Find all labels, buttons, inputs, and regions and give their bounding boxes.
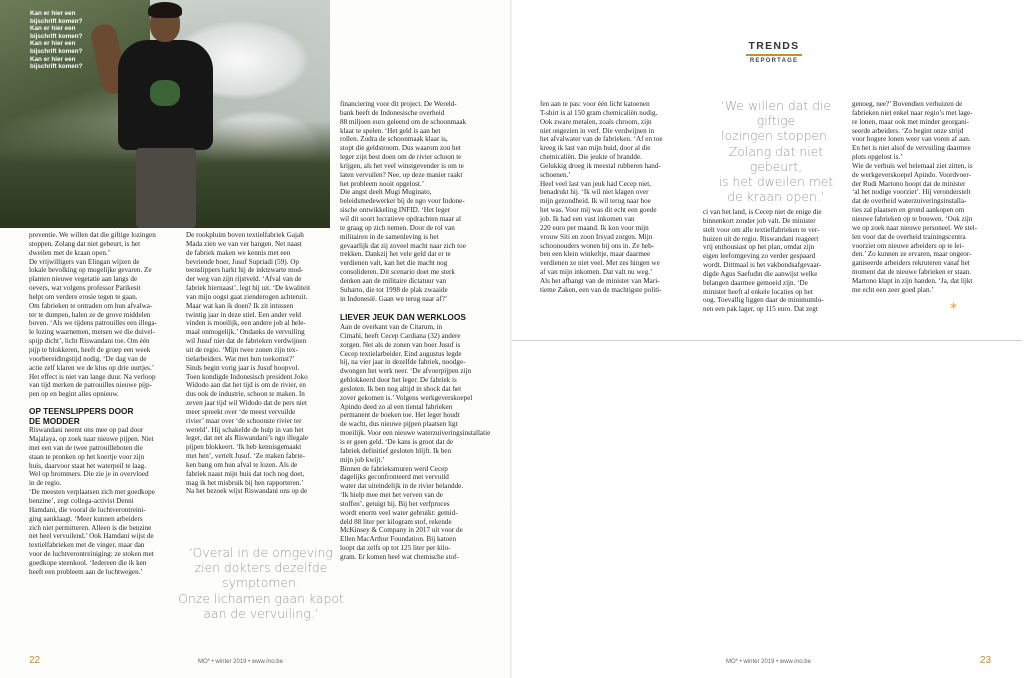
text-line: huis, daarvoor staat het waterpeil te laag. bbox=[29, 461, 146, 470]
text-line: Riswandani neemt ons mee op pad door bbox=[29, 426, 144, 435]
text-line: schoenen.’ bbox=[540, 170, 571, 179]
text-line: mag ik het misbruik bij hen rapporteren.’ bbox=[186, 478, 304, 487]
text-line: beleidsmedewerker bij de ngo voor Indone- bbox=[340, 197, 465, 206]
text-line: ganiseerde arbeiders rekruteren vanaf het bbox=[852, 259, 970, 268]
text-line: zorgen. Net als de zonen van boer Jusuf is bbox=[340, 340, 461, 349]
text-line: dat de overheid waterzuiveringsinstalla- bbox=[852, 197, 967, 206]
text-line: bevriende boer, Jusuf Supriadi (59). Op bbox=[186, 257, 299, 266]
text-line: voorbereidingstijd nodig. ‘De dag van de bbox=[29, 354, 147, 363]
text-line: binnenkort zonder job valt. De minister bbox=[703, 216, 816, 225]
text-line: heeft een probleem aan de luchtwegen.’ bbox=[29, 567, 143, 576]
text-line: verdienen valt, kan het die macht nog bbox=[340, 259, 448, 268]
text-line: financiering voor dit project. De Wereld- bbox=[340, 100, 457, 108]
text-line: fabriek naast mijn huis dat toch nog doet, bbox=[186, 469, 305, 478]
text-line: gram. Er komen heel wat chemische stof- bbox=[340, 552, 459, 561]
text-line: zich niet permitteren. Alleen is die benzine bbox=[29, 523, 152, 532]
text-line: preventie. We willen dat die giftige lozingen bbox=[29, 231, 156, 239]
text-line: wil Jusuf niet dat de fabrieken verdwijnen bbox=[186, 337, 307, 346]
text-line: fabrieken niet enkel naar regio’s met lage- bbox=[852, 108, 973, 117]
text-line: pijpen blokkeert. ‘Ik heb kennisgemaakt bbox=[186, 443, 302, 452]
text-line: symptomen. bbox=[222, 575, 300, 591]
text-line: ‘al het nodige voorziet’. Hij veronderstelt bbox=[852, 188, 971, 197]
text-line: zeven jaar tijd wil Widodo dat de pers niet bbox=[186, 399, 307, 408]
text-line: Onze lichamen gaan kapot bbox=[178, 590, 344, 606]
text-line: 88 miljoen euro geleend om de schoonmaak bbox=[340, 117, 467, 126]
text-line: Hamdani, die vooral de luchtverontreini- bbox=[29, 505, 146, 514]
text-line: laten vervuilen? Nee, op deze manier raakt bbox=[340, 170, 463, 179]
text-line: wil dit soort lucratieve opdrachten maar al bbox=[340, 214, 461, 223]
text-line: ‘Overal in de omgeving bbox=[189, 545, 333, 560]
photo-caption: Kan er hier een bijschrift komen? Kan er hier een bijschrift komen? Kan er hier een bijschrift komen? Kan er hier een bijschrift komen? bbox=[30, 10, 83, 71]
text-line: deld 88 liter per kilogram stof, rekende bbox=[340, 517, 452, 526]
column-4 bbox=[540, 100, 694, 295]
body-text bbox=[540, 100, 694, 295]
text-line: Ook zware metalen, zoals chroom, zijn bbox=[540, 117, 652, 126]
text-line: uit de regio. ‘Mijn twee zonen zijn tex- bbox=[186, 345, 298, 354]
text-line: gevaarlijk dat zij zoveel macht naar zich toe bbox=[340, 241, 466, 250]
text-line: Heel veel last van jeuk had Cecep niet, bbox=[540, 179, 652, 188]
text-line: Wel op brommers. Die zie je in overvloed bbox=[29, 470, 149, 479]
text-line: mijn gezondheid. Ik wil terug naar hoe bbox=[540, 197, 651, 206]
text-line: oevers, wat volgens professor Parikesit bbox=[29, 284, 141, 293]
text-line: de werkgeverskoepel Apindo. Voordvoer- bbox=[852, 170, 971, 179]
text-line: ci van het land, is Cecep niet de enige die bbox=[703, 208, 822, 216]
text-line: ter te dumpen, halen ze de grove middelen bbox=[29, 310, 151, 319]
footer-text: MO* • winter 2019 • www.mo.be bbox=[726, 659, 811, 665]
body-text bbox=[29, 426, 177, 576]
text-line: dweilen met de kraan open.’ bbox=[29, 248, 111, 257]
text-line: Toen kondigde Indonesisch president Joko bbox=[186, 372, 308, 381]
text-line: is het dweilen met bbox=[718, 174, 834, 190]
text-line: belangen daarmee gemoeid zijn. ‘De bbox=[703, 278, 808, 287]
text-line: ken bang om hun afval te lozen. Als de bbox=[186, 460, 298, 469]
text-line: moeilijk. Voor een nieuwe waterzuiveringsinstallatie bbox=[340, 429, 491, 438]
shirt-print bbox=[150, 80, 180, 106]
text-line: leger zijn best doen om de rivier schoon te bbox=[340, 153, 462, 162]
text-line: der Rudi Martono hoopt dat de minister bbox=[852, 179, 966, 188]
text-line: der weg van zijn rijstveld. ‘Afval van de bbox=[186, 275, 302, 284]
text-line: meer spreekt over ‘de meest vervuilde bbox=[186, 407, 296, 416]
text-line: Die angst deelt Mugi Muginato, bbox=[340, 188, 432, 197]
column-2 bbox=[186, 231, 336, 496]
text-line: rollen. Zodra de schoonmaak klaar is, bbox=[340, 135, 448, 144]
text-line: zover gekomen is.’ Volgens werkgeverskoepel bbox=[340, 393, 473, 402]
text-line: Zolang dat niet gebeurt, bbox=[728, 143, 824, 174]
text-line: de fabriek maken we kennis met een bbox=[186, 248, 291, 257]
text-line: permanent de boeken toe. Het leger houdt bbox=[340, 411, 460, 420]
text-line: consolideren. Dit scenario doet me sterk bbox=[340, 268, 456, 277]
text-line: in de regio. bbox=[29, 479, 62, 488]
right-page bbox=[512, 0, 1024, 678]
text-line: ben een klein winkeltje, maar daarmee bbox=[540, 250, 651, 259]
text-line: niet ongezien in verf. Die verdwijnen in bbox=[540, 126, 655, 135]
text-line: benzine’, zegt collega-activist Denni bbox=[29, 496, 134, 505]
text-line: de kraan open.’ bbox=[727, 189, 825, 205]
text-line: Binnen de fabrieksmuren werd Cecep bbox=[340, 464, 448, 473]
text-line: gesloten. Ik ben nog altijd in shock dat het bbox=[340, 384, 462, 393]
text-line: job. Ik had een vast inkomen van bbox=[540, 214, 635, 223]
text-line: twintig jaar in deze stiel. Een ander veld bbox=[186, 310, 301, 319]
text-line: kreeg ik last van mijn huid, door al die bbox=[540, 144, 651, 153]
text-line: minister heeft al enkele locaties op het bbox=[703, 287, 813, 296]
subheading: LIEVER JEUK DAN WERKLOOS bbox=[340, 312, 466, 323]
text-line: den.’ Zo kunnen ze ervaren, maar ongeor- bbox=[852, 250, 972, 259]
text-line: Apindo deed zo al een tiental fabrieken bbox=[340, 402, 453, 411]
text-line: Cimahi, heeft Cecep Cardiana (32) andere bbox=[340, 331, 461, 340]
text-line: trekken. Dankzij het vele geld dat er te bbox=[340, 250, 451, 259]
text-line: in Indonesië. Gaan we terug naar af?’ bbox=[340, 294, 448, 303]
column-6 bbox=[852, 100, 1012, 295]
text-line: Maar wat kan ik doen? Ik zit intussen bbox=[186, 301, 294, 310]
text-line: vrij enthousiast op het plan, omdat zijn bbox=[703, 243, 815, 252]
text-line: militairen in de samenleving is het bbox=[340, 232, 439, 241]
text-line: De vrijwilligers van Elingan wijzen de bbox=[29, 257, 140, 266]
text-line: met hen’, vertelt Jusuf. ‘Ze maken fabrie- bbox=[186, 452, 305, 461]
text-line: ging aanklaagt. ‘Meer kunnen arbeiders bbox=[29, 514, 143, 523]
pull-quote bbox=[702, 98, 850, 204]
text-line: le lozing waarnemen, metsen we die duivel- bbox=[29, 328, 155, 337]
section-subtitle: REPORTAGE bbox=[749, 57, 799, 64]
text-line: Gelukkig droeg ik meestal rubberen hand- bbox=[540, 161, 661, 170]
text-line: ties zal plaatsen en grond aankopen om bbox=[852, 206, 965, 215]
body-text bbox=[703, 208, 851, 314]
text-line: pijp te blokkeren, heeft de groep een week bbox=[29, 345, 151, 354]
text-line: vrouw Siti en zoon Irsyad zorgen. Mijn bbox=[540, 232, 653, 241]
section-label bbox=[744, 40, 804, 64]
section-title: TRENDS bbox=[748, 40, 800, 52]
text-line: net heel vervuilend.’ Ook Hamdani wijst de bbox=[29, 532, 154, 541]
text-line: te graag op zich nemen. Door de rol van bbox=[340, 223, 455, 232]
text-line: wordt. Dittmaal is het vakbondsafgevaar- bbox=[703, 261, 822, 270]
pull-quote bbox=[178, 545, 344, 621]
text-line: oog. Toevallig liggen daar de minimumlo- bbox=[703, 296, 824, 305]
text-line: plots opgelost is.’ bbox=[852, 153, 903, 162]
article-photo bbox=[0, 0, 330, 228]
text-line: staan te pronken op het koertje voor zijn bbox=[29, 452, 145, 461]
body-text bbox=[852, 100, 1012, 295]
text-line: planten nieuwe vegetatie aan langs de bbox=[29, 275, 138, 284]
text-line: denken aan de militaire dictatuur van bbox=[340, 276, 447, 285]
text-line: voorziet om nieuwe arbeiders op te lei- bbox=[852, 241, 964, 250]
text-line: Martono klapt in zijn handen. ‘Ja, dat lijkt bbox=[852, 276, 973, 285]
text-line: fen aan te pas: voor één licht katoenen bbox=[540, 100, 650, 108]
text-line: mijn job kwijt.’ bbox=[340, 455, 385, 464]
text-line: digde Agus Saefudin die aanwijst welke bbox=[703, 269, 818, 278]
text-line: geblokkeerd door het leger. De fabriek is bbox=[340, 376, 457, 385]
text-line: nieuwe fabrieken op te bouwen. ‘Ook zijn bbox=[852, 214, 973, 223]
text-line: tielarbeiders. Wat met hun toekomst?’ bbox=[186, 354, 295, 363]
text-line: Sinds begin vorig jaar is Jusuf hoopvol. bbox=[186, 363, 300, 372]
text-line: chemicaliën. Die jeukte of brandde. bbox=[540, 153, 642, 162]
text-line: het afvalwater van de fabrieken. ‘Af en toe bbox=[540, 135, 663, 144]
text-line: Widodo aan dat het tijd is om de rivier, en bbox=[186, 381, 306, 390]
text-line: van tijd merken de patrouilles nieuwe pijp- bbox=[29, 381, 152, 390]
text-line: ‘De meesten verplaatsen zich met goedkope bbox=[29, 488, 155, 497]
text-line: met een van de twee patrouilleboten die bbox=[29, 443, 143, 452]
footer-text: MO* • winter 2019 • www.mo.be bbox=[198, 659, 283, 665]
text-line: Mada zien we van ver hangen. Net naast bbox=[186, 239, 302, 248]
divider bbox=[512, 340, 1022, 341]
text-line: Majalaya, op zoek naar nieuwe pijpen. Niet bbox=[29, 435, 154, 444]
text-line: de wacht, dus nieuwe pijpen plaatsen ligt bbox=[340, 420, 458, 429]
text-line: Cecep textielarbeider. Eind augustus legde bbox=[340, 349, 462, 358]
text-line: eigen leefomgeving zo verder gespaard bbox=[703, 252, 816, 261]
text-line: fabriek hiernaast’, legt hij uit. ‘De kwaliteit bbox=[186, 284, 311, 293]
text-line: stelt voor om alle textielfabrieken te ver- bbox=[703, 225, 820, 234]
text-line: boven. ‘Als we tijdens patrouilles een illega- bbox=[29, 319, 157, 328]
text-line: moment dat de nieuwe fabrieken er staan. bbox=[852, 268, 972, 277]
text-line: ‘We willen dat die giftige bbox=[720, 98, 832, 129]
text-line: T-shirt is al 150 gram chemicaliën nodig. bbox=[540, 108, 658, 117]
text-line: het probleem nooit opgelost.’ bbox=[340, 179, 425, 188]
text-line: De rookpluim boven textielfabriek Gajah bbox=[186, 231, 304, 239]
body-text bbox=[340, 100, 492, 303]
text-line: Na het bezoek wijst Riswandani ons op de bbox=[186, 487, 308, 496]
text-line: klaar te spelen. ‘Het geld is aan het bbox=[340, 126, 441, 135]
body-text bbox=[186, 231, 336, 496]
end-mark-icon: * bbox=[950, 301, 957, 317]
person-hair bbox=[148, 2, 182, 18]
text-line: re lonen, maar ook met minder georgani- bbox=[852, 117, 970, 126]
text-line: dagelijks geconfronteerd met vervuild bbox=[340, 473, 449, 482]
text-line: helpt om verdere erosie tegen te gaan. bbox=[29, 292, 138, 301]
body-text bbox=[340, 323, 492, 562]
person-legs bbox=[136, 148, 196, 228]
text-line: len voor dat de overheid trainingscentra bbox=[852, 232, 966, 241]
text-line: Het effect is niet van lange duur. Na verloop bbox=[29, 372, 156, 381]
text-line: spijp dicht’, licht Riswandani toe. Om één bbox=[29, 337, 150, 346]
text-line: ‘Ik hielp mee met het verven van de bbox=[340, 491, 443, 500]
text-line: wordt enorm veel water gebruikt: gemid- bbox=[340, 508, 458, 517]
text-line: Suharto, die tot 1998 de plak zwaaide bbox=[340, 285, 448, 294]
page-number: 23 bbox=[980, 655, 992, 666]
text-line: Als het afhangt van de minister van Mari- bbox=[540, 276, 660, 285]
text-line: schoonouders wonen bij ons in. Ze heb- bbox=[540, 241, 655, 250]
column-3 bbox=[340, 100, 492, 562]
text-line: is er geen geld. ‘De kans is groot dat de bbox=[340, 437, 454, 446]
text-line: wereld’. Hij schakelde de hulp in van het bbox=[186, 425, 304, 434]
column-1 bbox=[29, 231, 177, 577]
page-number: 22 bbox=[29, 655, 41, 666]
text-line: het was. Voor mij was dit echt een goede bbox=[540, 206, 657, 215]
text-line: Aan de overkant van de Citarum, in bbox=[340, 323, 443, 331]
text-line: tieme Zaken, een van de machtigste politi- bbox=[540, 285, 662, 294]
text-line: McKinsey & Company in 2017 uit voor de bbox=[340, 526, 463, 535]
text-line: stopt die geldstroom. Dus waarom zou het bbox=[340, 144, 461, 153]
text-line: 220 euro per maand. Ik kon voor mijn bbox=[540, 223, 649, 232]
text-line: benadrukt hij. ‘Ik wil niet klagen over bbox=[540, 188, 649, 197]
text-line: Om fabrieken te ontraden om hun afvalwa- bbox=[29, 301, 153, 310]
text-line: bank heeft de Indonesische overheid bbox=[340, 108, 445, 117]
text-line: leger, dat net als Riswandani’s ngo illegale bbox=[186, 434, 309, 443]
text-line: Ellen MacArthur Foundation. Bij katoen bbox=[340, 535, 457, 544]
text-line: stoppen. Zolang dat niet gebeurt, is het bbox=[29, 239, 141, 248]
column-5 bbox=[703, 208, 851, 314]
text-line: voor hogere lonen weer van voren af aan. bbox=[852, 135, 971, 144]
text-line: krijgen, als het veel winstgevender is om te bbox=[340, 161, 464, 170]
text-line: rivier’ maar over ‘de schoonste rivier ter bbox=[186, 416, 302, 425]
text-line: stoffen’, getuigt hij. Bij het verfproces bbox=[340, 499, 450, 508]
text-line: we op zoek naar nieuwe personeel. We stel- bbox=[852, 223, 977, 232]
text-line: nen een pak lager, op 115 euro. Dat zegt bbox=[703, 305, 818, 314]
text-line: voor de luchtverontreiniging: ze stoken met bbox=[29, 550, 154, 559]
text-line: teenslippers harkt hij de inktzwarte mod- bbox=[186, 266, 304, 275]
text-line: loopt dat zelfs op tot 125 liter per kilo- bbox=[340, 544, 451, 553]
text-line: vinden is moeilijk, een andere job al hele- bbox=[186, 319, 306, 328]
text-line: water dat uiteindelijk in de rivier belandde. bbox=[340, 482, 464, 491]
text-line: lokale bevolking op mogelijke gevaren. Ze bbox=[29, 266, 152, 275]
text-line: zien dokters dezelfde bbox=[194, 560, 328, 576]
text-line: huizen uit de regio. Riswandani reageert bbox=[703, 234, 819, 243]
text-line: verdienen ze niet veel. Met zes hingen we bbox=[540, 259, 660, 268]
text-line: textielfabrieken met de vinger, maar dan bbox=[29, 541, 145, 550]
text-line: hij, na vier jaar in dezelfde fabriek, noodge- bbox=[340, 358, 466, 367]
body-text bbox=[29, 231, 177, 399]
text-line: fabriek definitief gesloten blijft. Ik ben bbox=[340, 446, 452, 455]
text-line: En het is niet alsof de vervuiling daarmee bbox=[852, 144, 971, 153]
text-line: aan de vervuiling.’ bbox=[203, 605, 319, 621]
text-line: sische ontwikkeling INFID. ‘Het leger bbox=[340, 206, 451, 215]
text-line: maal onmogelijk.’ Ondanks de vervuiling bbox=[186, 328, 305, 337]
text-line: actie zelf klaren we de klus op drie uurtjes.’ bbox=[29, 363, 155, 372]
text-line: pen op en begint alles opnieuw. bbox=[29, 390, 119, 399]
text-line: lozingen stoppen. bbox=[721, 128, 831, 144]
text-line: genoeg, nee?’ Bovendien verhuizen de bbox=[852, 100, 963, 108]
text-line: me echt een zeer goed plan.’ bbox=[852, 285, 934, 294]
text-line: goedkope steenkool. ‘Iedereen die ik ken bbox=[29, 558, 147, 567]
text-line: dus ook de industrie, schoon te maken. In bbox=[186, 390, 305, 399]
text-line: seerde arbeiders. ‘Zo begint onze strijd bbox=[852, 126, 964, 135]
text-line: Wie de verhuis wel helemaal ziet zitten, is bbox=[852, 161, 973, 170]
text-line: van mijn oogst gaat zienderogen achteruit. bbox=[186, 292, 308, 301]
section-rule bbox=[746, 54, 802, 56]
subheading: OP TEENSLIPPERS DOOR DE MODDER bbox=[29, 406, 134, 426]
text-line: af van mijn inkomen. Dat valt nu weg.’ bbox=[540, 268, 653, 277]
text-line: dwongen het werk neer. ‘De afvoerpijpen zijn bbox=[340, 367, 472, 376]
